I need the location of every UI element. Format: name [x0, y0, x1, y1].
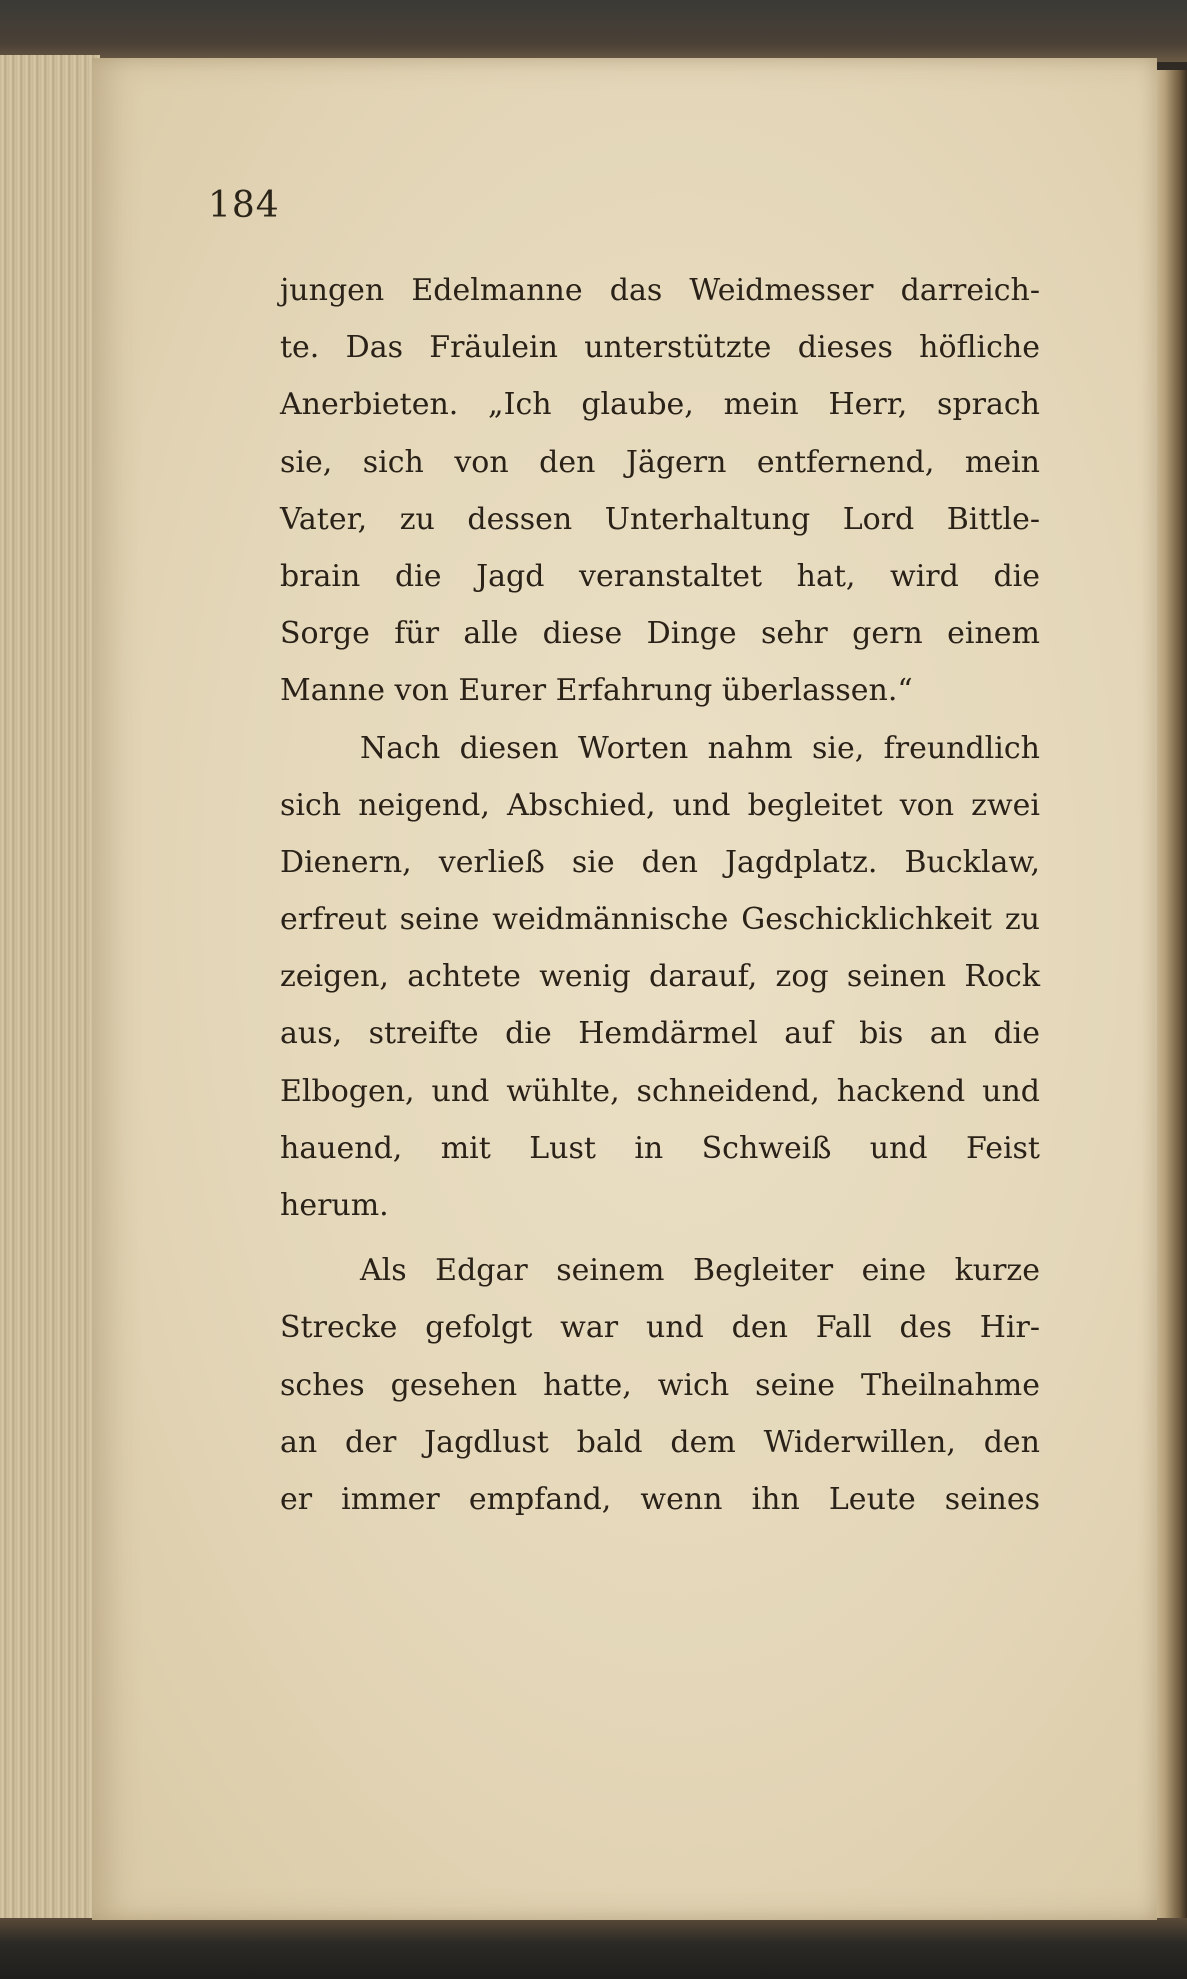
page-stack-left — [0, 55, 100, 1925]
page-number: 184 — [208, 185, 280, 226]
text-line: sie, sich von den Jägern entfernend, mein — [280, 444, 1040, 480]
text-line: Nach diesen Worten nahm sie, freundlich — [360, 730, 1040, 766]
text-line: jungen Edelmanne das Weidmesser darreich- — [280, 273, 1040, 308]
text-line: aus, streifte die Hemdärmel auf bis an die — [280, 1016, 1040, 1052]
text-line: Anerbieten. „Ich glaube, mein Herr, sprach — [280, 387, 1040, 423]
text-line: te. Das Fräulein unterstützte dieses höfliche — [280, 330, 1040, 366]
paragraph-gap — [280, 1234, 1040, 1242]
text-line: hauend, mit Lust in Schweiß und Feist — [280, 1130, 1040, 1166]
text-line: erfreut seine weidmännische Geschicklichkeit zu — [280, 902, 1040, 938]
text-line: Elbogen, und wühlte, schneidend, hackend und — [280, 1073, 1040, 1109]
book-cover-bottom-edge — [0, 1918, 1187, 1979]
body-text — [280, 262, 1040, 1528]
text-line: sches gesehen hatte, wich seine Theilnahme — [280, 1367, 1040, 1403]
text-line: brain die Jagd veranstaltet hat, wird die — [280, 558, 1040, 594]
text-line: er immer empfand, wenn ihn Leute seines — [280, 1481, 1040, 1517]
text-line: Als Edgar seinem Begleiter eine kurze — [360, 1253, 1040, 1289]
text-line: herum. — [280, 1188, 389, 1223]
text-line: sich neigend, Abschied, und begleitet von zwei — [280, 787, 1040, 823]
text-line: Vater, zu dessen Unterhaltung Lord Bittle- — [280, 501, 1040, 537]
text-line: Manne von Eurer Erfahrung überlassen.“ — [280, 673, 913, 709]
text-line: zeigen, achtete wenig darauf, zog seinen Rock — [280, 959, 1040, 995]
text-line: Dienern, verließ sie den Jagdplatz. Bucklaw, — [280, 844, 1040, 880]
text-line: Sorge für alle diese Dinge sehr gern einem — [280, 616, 1040, 652]
book-cover-top-edge — [0, 0, 1187, 62]
text-line: Strecke gefolgt war und den Fall des Hir- — [280, 1310, 1040, 1346]
text-line: an der Jagdlust bald dem Widerwillen, den — [280, 1424, 1040, 1460]
